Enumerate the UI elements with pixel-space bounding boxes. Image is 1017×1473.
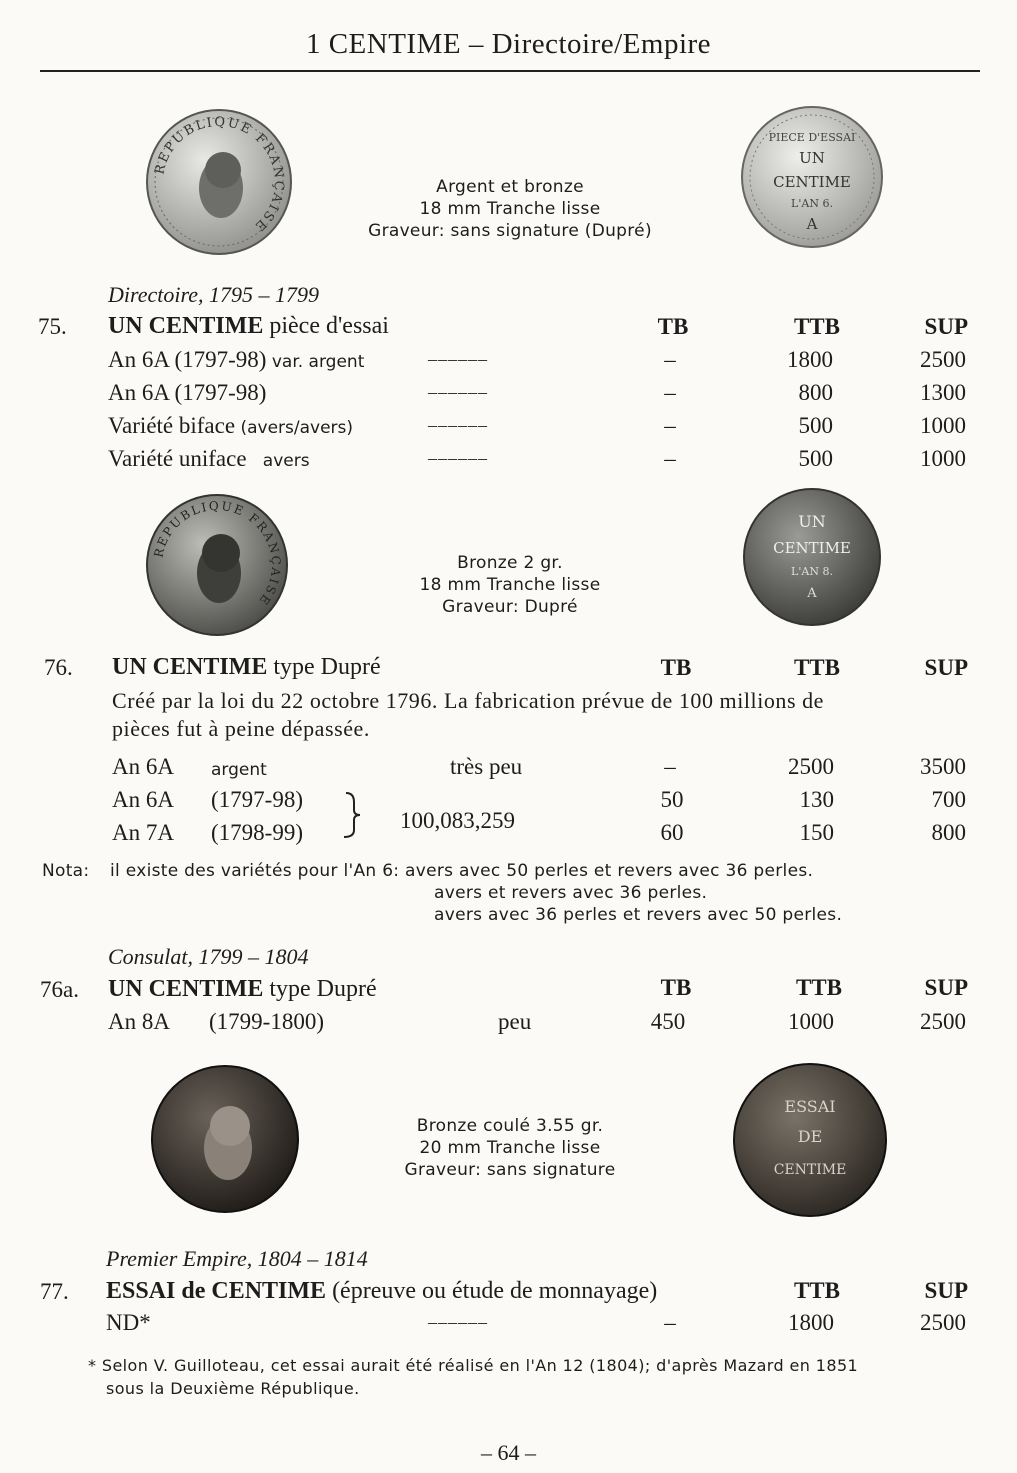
col-ttb: TTB	[793, 655, 840, 680]
item-number: 75.	[38, 314, 67, 339]
row-tb: –	[664, 380, 676, 405]
col-tb: TB	[657, 314, 689, 339]
col-sup: SUP	[924, 655, 968, 680]
svg-text:A: A	[806, 215, 818, 233]
row-tb: 50	[660, 787, 684, 812]
row-sup: 2500	[920, 1009, 966, 1034]
description: Créé par la loi du 22 octobre 1796. La fabrication prévue de 100 millions de	[112, 688, 824, 713]
row-years: (1797-98)	[211, 787, 303, 812]
col-ttb: TTB	[793, 1278, 840, 1303]
row-dash: ––––––	[428, 382, 488, 402]
row-ttb: 500	[798, 413, 833, 438]
row-label: An 8A	[108, 1009, 170, 1034]
row-ttb: 2500	[788, 754, 834, 779]
page-header: 1 CENTIME – Directoire/Empire	[305, 28, 712, 60]
header-rule	[40, 70, 980, 72]
item-title: UN CENTIME pièce d'essai	[108, 313, 389, 339]
coin-reverse-77	[732, 1062, 888, 1218]
nota-line: il existe des variétés pour l'An 6: avers avec 50 perles et revers avec 36 perles.	[110, 861, 814, 881]
row-ttb: 500	[798, 446, 833, 471]
row-tb: –	[664, 446, 676, 471]
row-label: An 6A	[112, 787, 174, 812]
row-tb: –	[664, 413, 676, 438]
row-ttb: 800	[798, 380, 833, 405]
col-ttb: TTB	[793, 314, 840, 339]
row-label: ND*	[106, 1310, 151, 1335]
svg-text:CENTIME: CENTIME	[773, 1162, 847, 1178]
coin-obverse-76	[145, 493, 289, 637]
col-tb: TB	[660, 655, 692, 680]
description: pièces fut à peine dépassée.	[112, 716, 370, 741]
row-ttb: 150	[799, 820, 834, 845]
item-title: UN CENTIME type Dupré	[112, 654, 381, 680]
row-years: (1798-99)	[211, 820, 303, 845]
row-ttb: 1000	[788, 1009, 834, 1034]
footnote: sous la Deuxième République.	[106, 1379, 360, 1398]
row-sup: 2500	[920, 1310, 966, 1335]
row-sup: 2500	[920, 347, 966, 372]
row-tb: 60	[660, 820, 684, 845]
footnote: * Selon V. Guilloteau, cet essai aurait été réalisé en l'An 12 (1804); d'après Mazard en 1851	[88, 1356, 859, 1375]
row-dash: ––––––	[428, 415, 488, 435]
item-title: UN CENTIME type Dupré	[108, 976, 377, 1002]
row-sup: 1000	[920, 446, 966, 471]
col-sup: SUP	[924, 975, 968, 1000]
svg-text:REPUBLIQUE FRANÇAISE: REPUBLIQUE FRANÇAISE	[151, 498, 284, 609]
row-sup: 3500	[920, 754, 966, 779]
svg-text:PIECE D'ESSAI: PIECE D'ESSAI	[768, 131, 856, 144]
row-mintage: très peu	[450, 754, 523, 779]
row-tb: –	[664, 754, 676, 779]
row-note: argent	[211, 760, 267, 780]
svg-text:L'AN 8.: L'AN 8.	[791, 565, 833, 578]
coin-obverse-75	[145, 108, 293, 256]
coin-legend: REPUBLIQUE FRANÇAISE	[152, 114, 287, 235]
coin-obverse-77	[150, 1064, 300, 1214]
row-ttb: 1800	[788, 1310, 834, 1335]
row-dash: ––––––	[428, 349, 488, 369]
svg-text:A: A	[807, 586, 817, 601]
row-sup: 800	[931, 820, 966, 845]
nota-line: avers et revers avec 36 perles.	[434, 883, 708, 903]
row-ttb: 1800	[787, 347, 833, 372]
page-number: – 64 –	[481, 1440, 536, 1465]
row-tb: –	[664, 347, 676, 372]
svg-text:UN: UN	[798, 512, 826, 531]
col-sup: SUP	[924, 1278, 968, 1303]
row-label: Variété biface (avers/avers)	[108, 413, 354, 438]
svg-text:DE: DE	[797, 1127, 823, 1146]
row-tb: 450	[650, 1009, 686, 1034]
period-empire: Premier Empire, 1804 – 1814	[106, 1246, 368, 1271]
item-number: 77.	[40, 1279, 69, 1304]
period-directoire: Directoire, 1795 – 1799	[108, 282, 320, 307]
coin-info-75: Argent et bronze 18 mm Tranche lisse Graveur: sans signature (Dupré)	[368, 177, 652, 241]
row-dash: ––––––	[428, 1312, 488, 1332]
row-ttb: 130	[799, 787, 834, 812]
row-label: An 6A (1797-98) var. argent	[108, 347, 365, 372]
row-sup: 1000	[920, 413, 966, 438]
svg-text:L'AN 6.: L'AN 6.	[791, 197, 833, 210]
coin-reverse-75	[740, 105, 885, 250]
mintage-total: 100,083,259	[400, 808, 515, 833]
col-sup: SUP	[924, 314, 968, 339]
row-years: (1799-1800)	[209, 1009, 324, 1034]
svg-text:CENTIME: CENTIME	[773, 539, 851, 557]
row-label: An 6A (1797-98)	[108, 380, 267, 405]
row-tb: –	[664, 1310, 676, 1335]
svg-text:ESSAI: ESSAI	[784, 1097, 836, 1116]
item-title: ESSAI de CENTIME (épreuve ou étude de monnayage)	[106, 1278, 658, 1304]
nota-line: avers avec 36 perles et revers avec 50 perles.	[434, 905, 843, 925]
coin-reverse-76	[742, 487, 882, 627]
coin-info-76: Bronze 2 gr. 18 mm Tranche lisse Graveur: Dupré	[419, 553, 601, 617]
svg-text:UN: UN	[799, 149, 825, 167]
period-consulat: Consulat, 1799 – 1804	[108, 944, 309, 969]
col-ttb: TTB	[795, 975, 842, 1000]
col-tb: TB	[660, 975, 692, 1000]
coin-info-77: Bronze coulé 3.55 gr. 20 mm Tranche lisse Graveur: sans signature	[404, 1116, 616, 1180]
row-label: An 7A	[112, 820, 174, 845]
row-label: Variété uniface avers	[108, 446, 310, 471]
row-sup: 700	[931, 787, 966, 812]
row-dash: ––––––	[428, 448, 488, 468]
nota-label: Nota:	[42, 861, 90, 881]
item-number: 76.	[44, 655, 73, 680]
item-number: 76a.	[40, 977, 79, 1002]
row-mintage: peu	[498, 1009, 532, 1034]
row-sup: 1300	[920, 380, 966, 405]
brace-icon	[340, 790, 364, 840]
row-label: An 6A	[112, 754, 174, 779]
svg-text:CENTIME: CENTIME	[773, 173, 851, 191]
